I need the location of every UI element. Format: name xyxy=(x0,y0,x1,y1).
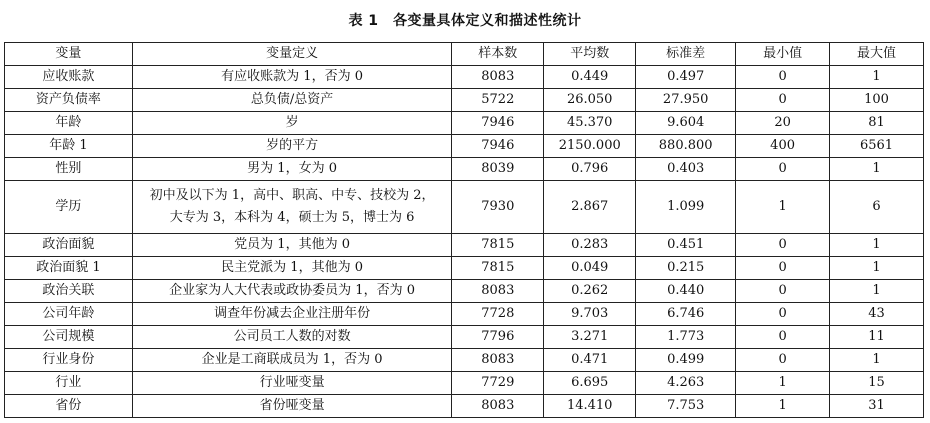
cell-min: 1 xyxy=(736,372,830,395)
cell-std-dev: 6.746 xyxy=(636,303,736,326)
cell-definition xyxy=(132,181,452,234)
cell-min: 20 xyxy=(736,112,830,135)
cell-std-dev: 0.499 xyxy=(636,349,736,372)
cell-variable: 公司规模 xyxy=(5,326,133,349)
cell-max: 1 xyxy=(830,234,924,257)
cell-sample-size: 8083 xyxy=(452,395,544,418)
header-definition: 变量定义 xyxy=(132,43,452,66)
cell-sample-size: 7946 xyxy=(452,112,544,135)
table-row xyxy=(5,303,924,326)
cell-definition: 公司员工人数的对数 xyxy=(132,326,452,349)
table-row xyxy=(5,349,924,372)
cell-variable: 资产负债率 xyxy=(5,89,133,112)
cell-min: 0 xyxy=(736,234,830,257)
cell-definition: 男为 1，女为 0 xyxy=(132,158,452,181)
header-std-dev: 标准差 xyxy=(636,43,736,66)
cell-mean: 14.410 xyxy=(544,395,636,418)
cell-min: 0 xyxy=(736,66,830,89)
cell-max: 6 xyxy=(830,181,924,234)
cell-min: 0 xyxy=(736,349,830,372)
header-sample-size: 样本数 xyxy=(452,43,544,66)
cell-mean: 2150.000 xyxy=(544,135,636,158)
cell-max: 15 xyxy=(830,372,924,395)
header-variable: 变量 xyxy=(5,43,133,66)
cell-max: 1 xyxy=(830,66,924,89)
cell-sample-size: 7815 xyxy=(452,234,544,257)
cell-min: 0 xyxy=(736,89,830,112)
cell-variable: 行业 xyxy=(5,372,133,395)
cell-variable: 政治面貌 xyxy=(5,234,133,257)
cell-variable: 性别 xyxy=(5,158,133,181)
table-row xyxy=(5,66,924,89)
cell-variable: 省份 xyxy=(5,395,133,418)
cell-mean: 9.703 xyxy=(544,303,636,326)
cell-min: 1 xyxy=(736,395,830,418)
cell-definition: 总负债/总资产 xyxy=(132,89,452,112)
cell-variable: 行业身份 xyxy=(5,349,133,372)
cell-sample-size: 7728 xyxy=(452,303,544,326)
cell-mean: 0.262 xyxy=(544,280,636,303)
cell-std-dev: 4.263 xyxy=(636,372,736,395)
cell-mean: 0.796 xyxy=(544,158,636,181)
cell-sample-size: 7815 xyxy=(452,257,544,280)
cell-sample-size: 8039 xyxy=(452,158,544,181)
cell-definition: 岁的平方 xyxy=(132,135,452,158)
cell-definition: 调查年份减去企业注册年份 xyxy=(132,303,452,326)
cell-variable: 学历 xyxy=(5,181,133,234)
cell-sample-size: 8083 xyxy=(452,66,544,89)
cell-std-dev: 0.215 xyxy=(636,257,736,280)
cell-max: 11 xyxy=(830,326,924,349)
table-row xyxy=(5,135,924,158)
cell-min: 0 xyxy=(736,257,830,280)
cell-sample-size: 7930 xyxy=(452,181,544,234)
cell-mean: 2.867 xyxy=(544,181,636,234)
cell-definition: 岁 xyxy=(132,112,452,135)
cell-std-dev: 7.753 xyxy=(636,395,736,418)
cell-mean: 26.050 xyxy=(544,89,636,112)
cell-variable: 政治关联 xyxy=(5,280,133,303)
header-mean: 平均数 xyxy=(544,43,636,66)
header-min: 最小值 xyxy=(736,43,830,66)
cell-std-dev: 0.497 xyxy=(636,66,736,89)
cell-variable: 公司年龄 xyxy=(5,303,133,326)
table-row xyxy=(5,158,924,181)
cell-mean: 0.283 xyxy=(544,234,636,257)
cell-mean: 0.471 xyxy=(544,349,636,372)
table-row xyxy=(5,372,924,395)
cell-min: 0 xyxy=(736,280,830,303)
cell-std-dev: 880.800 xyxy=(636,135,736,158)
definition-line: 初中及以下为 1，高中、职高、中专、技校为 2， xyxy=(149,188,435,203)
cell-max: 1 xyxy=(830,257,924,280)
table-row xyxy=(5,234,924,257)
cell-std-dev: 27.950 xyxy=(636,89,736,112)
cell-definition: 省份哑变量 xyxy=(132,395,452,418)
definition-line: 大专为 3，本科为 4，硕士为 5，博士为 6 xyxy=(169,210,415,225)
table-row xyxy=(5,326,924,349)
cell-sample-size: 5722 xyxy=(452,89,544,112)
cell-sample-size: 7729 xyxy=(452,372,544,395)
cell-std-dev: 1.773 xyxy=(636,326,736,349)
header-max: 最大值 xyxy=(830,43,924,66)
cell-min: 1 xyxy=(736,181,830,234)
cell-max: 1 xyxy=(830,280,924,303)
cell-max: 100 xyxy=(830,89,924,112)
cell-max: 1 xyxy=(830,158,924,181)
cell-sample-size: 7796 xyxy=(452,326,544,349)
table-row xyxy=(5,89,924,112)
cell-max: 6561 xyxy=(830,135,924,158)
header-row xyxy=(5,43,924,66)
cell-max: 81 xyxy=(830,112,924,135)
cell-min: 0 xyxy=(736,326,830,349)
cell-definition: 党员为 1，其他为 0 xyxy=(132,234,452,257)
table-row xyxy=(5,257,924,280)
cell-std-dev: 1.099 xyxy=(636,181,736,234)
descriptive-statistics-table xyxy=(4,42,924,418)
cell-mean: 0.449 xyxy=(544,66,636,89)
cell-std-dev: 0.440 xyxy=(636,280,736,303)
table-row xyxy=(5,395,924,418)
cell-variable: 应收账款 xyxy=(5,66,133,89)
cell-sample-size: 8083 xyxy=(452,280,544,303)
cell-max: 1 xyxy=(830,349,924,372)
cell-definition: 企业家为人大代表或政协委员为 1，否为 0 xyxy=(132,280,452,303)
cell-max: 31 xyxy=(830,395,924,418)
cell-variable: 年龄 1 xyxy=(5,135,133,158)
cell-mean: 0.049 xyxy=(544,257,636,280)
cell-mean: 45.370 xyxy=(544,112,636,135)
table-row xyxy=(5,181,924,234)
cell-definition: 企业是工商联成员为 1，否为 0 xyxy=(132,349,452,372)
cell-definition: 行业哑变量 xyxy=(132,372,452,395)
cell-definition: 民主党派为 1，其他为 0 xyxy=(132,257,452,280)
cell-sample-size: 8083 xyxy=(452,349,544,372)
cell-min: 0 xyxy=(736,303,830,326)
cell-variable: 年龄 xyxy=(5,112,133,135)
cell-mean: 3.271 xyxy=(544,326,636,349)
cell-std-dev: 0.403 xyxy=(636,158,736,181)
cell-sample-size: 7946 xyxy=(452,135,544,158)
cell-mean: 6.695 xyxy=(544,372,636,395)
cell-definition: 有应收账款为 1，否为 0 xyxy=(132,66,452,89)
table-row xyxy=(5,112,924,135)
cell-min: 400 xyxy=(736,135,830,158)
table-title: 表 1 各变量具体定义和描述性统计 xyxy=(348,13,582,29)
cell-max: 43 xyxy=(830,303,924,326)
cell-std-dev: 9.604 xyxy=(636,112,736,135)
cell-std-dev: 0.451 xyxy=(636,234,736,257)
cell-variable: 政治面貌 1 xyxy=(5,257,133,280)
table-row xyxy=(5,280,924,303)
cell-min: 0 xyxy=(736,158,830,181)
